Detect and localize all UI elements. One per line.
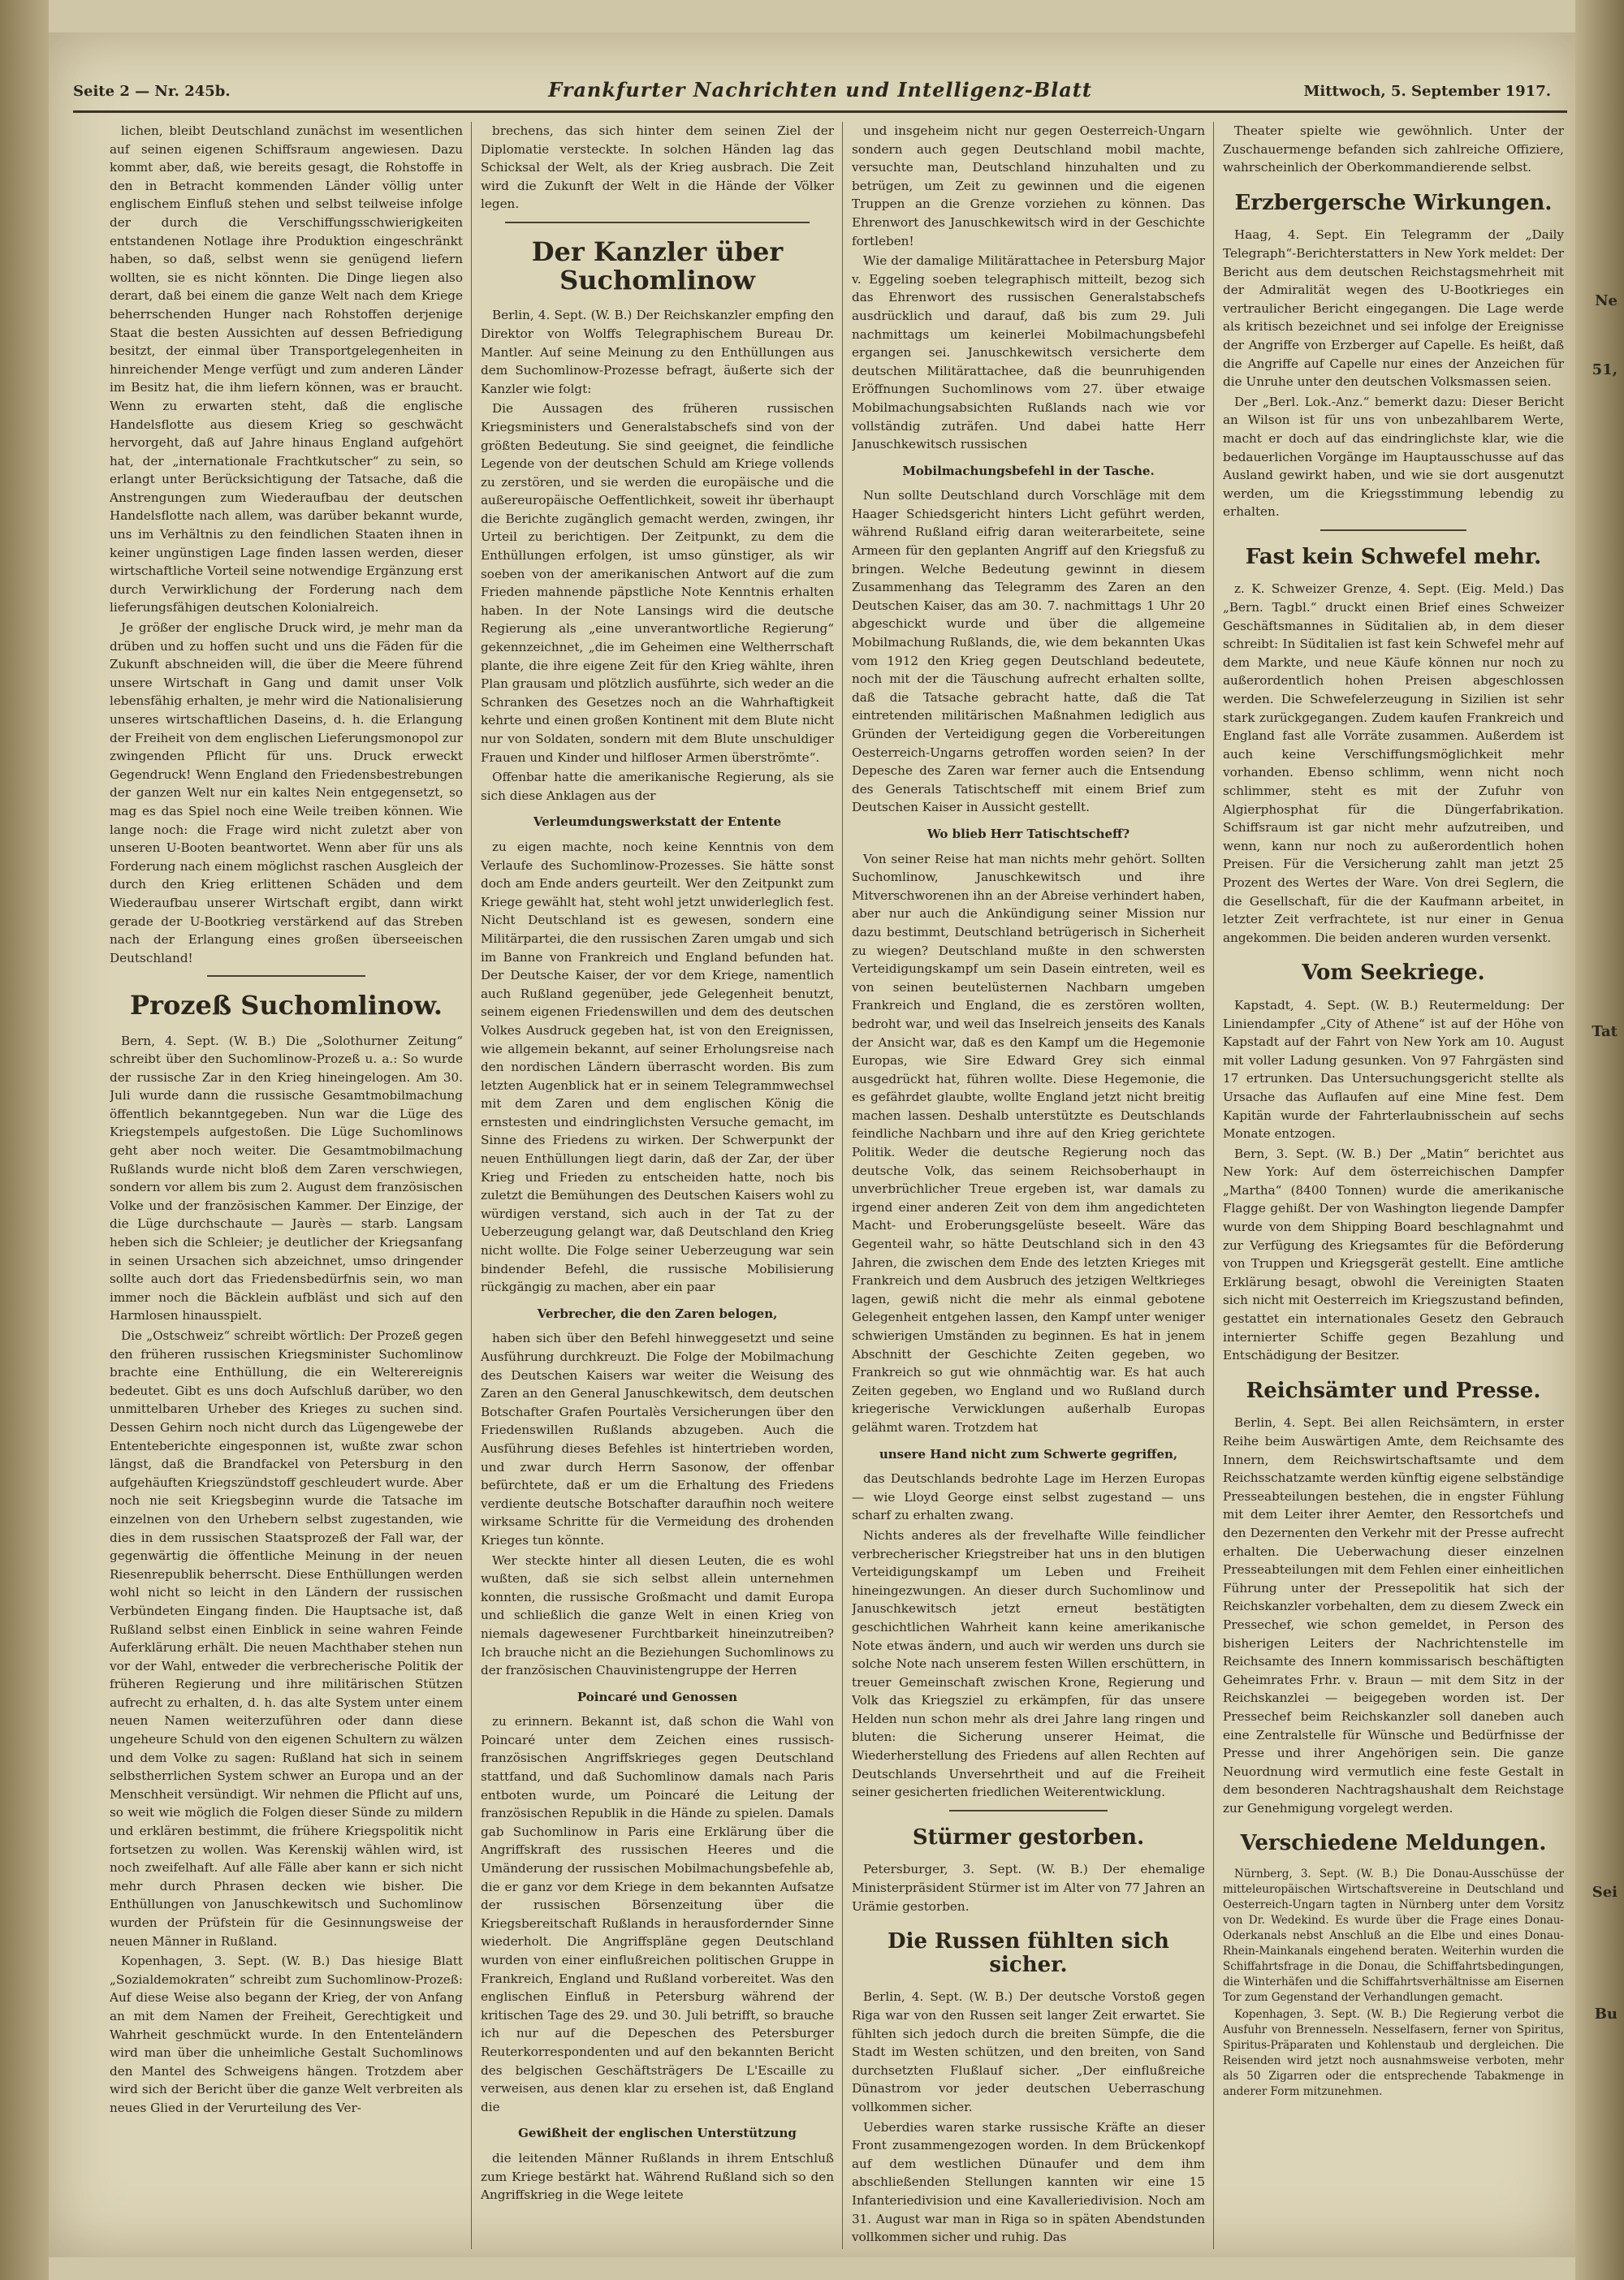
article-paragraph: lichen, bleibt Deutschland zunächst im wesentlichen auf seinen eigenen Schiffsraum angewiesen. Dazu kommt aber, daß, wie bereits gesagt, die Rohstoffe in den in Betracht kommenden Länder völlig unter englischem Einfluß stehen und selbst teilweise infolge der durch die Verschiffungsschwierigkeiten entstandenen Notlage ihre Produktion eingeschränkt haben, so daß, selbst wenn sie genügend liefern wollten, sie es nicht könnten. Die Dinge liegen also derart, daß bei einem die ganze Welt nach dem Kriege beherrschenden Hunger nach Rohstoffen derjenige Staat die besten Aussichten auf dessen Befriedigung besitzt, der einmal über Transportgelegenheiten in hinreichender Menge verfügt und zum anderen Länder im Besitz hat, die ihm liefern können, was er braucht. Wenn zu erwarten steht, daß die englische Handelsflotte aus diesem Krieg so geschwächt hervorgeht, daß auf Jahre hinaus England aufgehört hat, der „internationale Frachtkutscher“ zu sein, so erlangt unter Berücksichtigung der Tatsache, daß die Anstrengungen zum Wiederaufbau der deutschen Handelsflotte nach allem, was darüber bekannt wurde, uns im Verhältnis zu den feindlichen Staaten ihnen in keiner ungünstigen Lage finden lassen werden, dieser wirtschaftliche Vorteil seine notwendige Ergänzung erst durch Verwirklichung der Forderung nach dem lieferungsfähigen deutschen Kolonialreich.	[110, 123, 463, 615]
article-paragraph: Berlin, 4. Sept. Bei allen Reichsämtern, in erster Reihe beim Auswärtigen Amte, dem Reichsamte des Innern, dem Reichswirtschaftsamte und dem Reichsschatzamte werden künftig eigene selbständige Presseabteilungen bestehen, die in engster Fühlung mit dem Leiter ihrer Aemter, den Ressortchefs und den Dezernenten den Verkehr mit der Presse aufrecht erhalten. Die Ueberwachung dieser einzelnen Presseabteilungen mit dem Fehlen einer einheitlichen Führung unter der Pressepolitik hat sich der Reichskanzler vorbehalten, dem zu diesem Zweck ein Pressechef, wie schon gemeldet, in Person des bisherigen Leiters der Nachrichtenstelle im Reichsamte des Innern kommissarisch beschäftigten Geheimrates Frhr. v. Braun — mit dem Sitz in der Reichskanzlei — beigegeben worden ist. Der Pressechef beim Reichskanzler soll daneben auch eine Zentralstelle für Wünsche und Bedürfnisse der Presse und ihrer Angehörigen sein. Die ganze Neuordnung wird vermutlich eine feste Gestalt in dem besonderen Nachtragshaushalt dem Reichstage zur Genehmigung vorgelegt werden.	[1223, 1415, 1564, 1816]
column-rule	[842, 122, 843, 2249]
article-paragraph: Kopenhagen, 3. Sept. (W. B.) Das hiesige Blatt „Sozialdemokraten“ schreibt zum Suchomlinow-Prozeß: Auf diese Weise also begann der Krieg, der von Anfang an mit dem Namen der Freiheit, Gerechtigkeit und Wahrheit geschmückt wurde. In den Ententeländern wird man über die unheimliche Gestalt Suchomlinows den Mantel des Schweigens hängen. Trotzdem aber wird sich der Bericht über die ganze Welt verbreiten als neues Glied in der Verurteilung des Ver-	[110, 1954, 463, 2115]
article-paragraph: Bern, 4. Sept. (W. B.) Die „Solothurner Zeitung“ schreibt über den Suchomlinow-Prozeß u. a.: So wurde der russische Zar in den Krieg hineingelogen. Am 30. Juli wurde dann die russische Gesamtmobilmachung öffentlich bekanntgegeben. Nun war die Lüge des Kriegstempels aufgestoßen. Die Lüge Suchomlinows geht aber noch weiter. Die Gesamtmobilmachung Rußlands wurde nicht bloß dem Zaren verschwiegen, sondern vor allem bis zum 2. August dem französischen Volke und der französischen Kammer. Der Einzige, der die Lüge durchschaute — Jaurès — starb. Langsam heben sich die Schleier; je deutlicher der Kriegsanfang in seinen Ursachen sich abzeichnet, umso dringender sollte auch dort das Friedensbedürfnis sein, wo man immer noch die Bäcklein aufbläst und sich auf den Harmlosen hinausspielt.	[110, 1033, 463, 1324]
subheading: Verbrecher, die den Zaren belogen,	[537, 1306, 778, 1321]
article-paragraph: Berlin, 4. Sept. (W. B.) Der Reichskanzler empfing den Direktor von Wolffs Telegraphischem Bureau Dr. Mantler. Auf seine Meinung zu den Enthüllungen aus dem Suchomlinow-Prozesse befragt, äußerte sich der Kanzler wie folgt:	[481, 308, 834, 396]
article-paragraph: Die „Ostschweiz“ schreibt wörtlich: Der Prozeß gegen den früheren russischen Kriegsminister Suchomlinow brachte eine Enthüllung, die ein Welterereignis bedeutet. Gibt es uns doch Aufschluß darüber, wo den unmittelbaren Urheber des Krieges zu suchen sind. Dessen Gehirn noch nicht durch das Lügengewebe der Ententeberichte eingesponnen ist, wußte zwar schon längst, daß die Brandfackel von Petersburg in den aufgehäuften Kriegszündstoff geschleudert wurde. Aber noch nie seit Kriegsbeginn wurde die Tatsache im einzelnen von den Urhebern selbst zugestanden, wie dies in dem russischen Staatsprozeß der Fall war, der gegenwärtig die öffentliche Meinung in der neuen Riesenrepublik beherrscht. Diese Enthüllungen werden wohl nicht so leicht in den Ländern der russischen Verbündeten Eingang finden. Die Hauptsache ist, daß Rußland selbst einen Einblick in seine wahren Feinde Auferklärung erhält. Die neuen Machthaber stehen nun vor der Wahl, entweder die verbrecherische Politik der früheren Regierung und ihre militärischen Stützen aufrecht zu erhalten, d. h. das alte System unter einem neuen Namen weiterzuführen oder dann diese ungeheure Schuld von den eigenen Schultern zu wälzen und dem Volke zu sagen: Rußland hat sich in seinem selbstherrlichen System schwer an Europa und an der Menschheit versündigt. Wir nehmen die Pflicht auf uns, so weit wie möglich die Folgen dieser Sünde zu mildern und erklären bestimmt, die frühere Kriegspolitik nicht fortsetzen zu wollen. Was Kerenskij wählen wird, ist noch zweifelhaft. Auf alle Fälle aber kann er sich nicht mehr durch Phrasen decken wie bisher. Die Enthüllungen von Januschkewitsch und Suchomlinow wurden der Prüfstein für die Gesinnungsweise der neuen Männer in Rußland.	[110, 1328, 463, 1949]
article-paragraph: Wer steckte hinter all diesen Leuten, die es wohl wußten, daß sie sich selbst allein unternehmen konnten, die russische Großmacht und damit Europa und schließlich die ganze Welt in einen Krieg von niemals dagewesener Furchtbarkeit hineinzutreiben? Ich brauche nicht an die Beziehungen Suchomlinows zu der französischen Chauvinistengruppe der Herren	[481, 1552, 834, 1678]
subheading: Verleumdungswerkstatt der Entente	[533, 814, 782, 830]
article-paragraph: Theater spielte wie gewöhnlich. Unter der Zuschauermenge befanden sich zahlreiche Offiziere, wahrscheinlich der Oberkommandierende selbst.	[1223, 123, 1564, 175]
headline-schwefel: Fast kein Schwefel mehr.	[1245, 544, 1542, 569]
article-paragraph: zu eigen machte, noch keine Kenntnis von dem Verlaufe des Suchomlinow-Prozesses. Sie hätte sonst doch am Ende anders geurteilt. Wer den Zeitpunkt zum Kriege gewählt hat, steht wohl jetzt unwiderleglich fest. Nicht Deutschland ist es gewesen, sondern eine Militärpartei, die den russischen Zaren umgab und sich im Banne von Frankreich und England befunden hat. Der Deutsche Kaiser, der vor dem Kriege, namentlich auch Rußland gegenüber, jede Gelegenheit benutzt, seinem eigenen Friedenswillen und dem des deutschen Volkes Ausdruck gegeben hat, ist von den Ereignissen, wie allgemein bekannt, auf seiner Erholungsreise nach den nordischen Ländern überrascht worden. Bis zum letzten Augenblick hat er in seinem Telegrammwechsel mit dem Zaren und dem englischen König die ernstesten und eindringlichsten Versuche gemacht, im Sinne des Friedens zu wirken. Der Schwerpunkt der neuen Enthüllungen liegt darin, daß der Zar, der über Krieg und Frieden zu entscheiden hatte, noch bis zuletzt die Bemühungen des Deutschen Kaisers wohl zu würdigen verstand, sich auch in der Tat zu der Ueberzeugung gelangt war, daß Deutschland den Krieg nicht wollte. Die Folge seiner Ueberzeugung war sein bindender Befehl, die russische Mobilisierung rückgängig zu machen, aber ein paar	[481, 839, 834, 1295]
column-3	[852, 122, 1205, 2249]
issue-date: Mittwoch, 5. September 1917.	[1303, 83, 1551, 100]
headline-stuermer-gestorben: Stürmer gestorben.	[912, 1824, 1145, 1850]
article-paragraph: das Deutschlands bedrohte Lage im Herzen Europas — wie Lloyd George einst selbst zugestand — uns scharf zu erhalten zwang.	[852, 1471, 1205, 1523]
newspaper-masthead: Frankfurter Nachrichten und Intelligenz-Blatt	[548, 78, 1092, 101]
article-paragraph: die leitenden Männer Rußlands in ihrem Entschluß zum Kriege bestärkt hat. Während Rußland sich so den Angriffskrieg in die Wege leitete	[481, 2150, 834, 2203]
headline-verschiedene-meldungen: Verschiedene Meldungen.	[1240, 1831, 1547, 1856]
divider	[1320, 529, 1466, 531]
page-header	[73, 78, 1567, 113]
column-rule	[471, 122, 472, 2249]
headline-russen-sicher: Die Russen fühlten sich sicher.	[888, 1929, 1169, 1977]
article-paragraph: Berlin, 4. Sept. (W. B.) Der deutsche Vorstoß gegen Riga war von den Russen seit langer Zeit erwartet. Sie fühlten sich jedoch durch die breiten Sümpfe, die die Stadt im Westen schützen, und den breiten, von Sand durchsetzten Flußlauf sicher. „Der einflußreiche Dünastrom vor jeder deutschen Ueberraschung vollkommen sicher.	[852, 1989, 1205, 2114]
article-paragraph: Von seiner Reise hat man nichts mehr gehört. Sollten Suchomlinow, Januschkewitsch und ihre Mitverschworenen ihn an der Abreise verhindert haben, aber nur auch die Ankündigung seiner Mission nur dazu bestimmt, Deutschland betrügerisch in Sicherheit zu wiegen? Deutschland mußte in den schwersten Verteidigungskampf um sein Dasein eintreten, weil es von seinen beutelüsternen Nachbarn umgeben Frankreich und England, die es zerstören wollten, bedroht war, und weil das Inselreich jenseits des Kanals der Ansicht war, daß es den Kampf um die Hegemonie Europas, wie Sire Edward Grey sich einmal ausgedrückt hat, führen wollte. Diese Hegemonie, die es gefährdet glaubte, wollte England jetzt nicht breitig machen lassen. Deshalb unterstützte es Deutschlands feindliche Nachbarn und ihre auf den Krieg gerichtete Politik. Weder die deutsche Regierung noch das deutsche Volk, das seinem Reichsoberhaupt in unverbrüchlicher Treue ergeben ist, war damals zu irgend einer anderen Zeit von dem ihm angedichteten Macht- und Eroberungsgelüste beseelt. Wäre das Gegenteil wahr, so hätte Deutschland sich in den 43 Jahren, die zwischen dem Ende des letzten Krieges mit Frankreich und dem Ausbruch des jetzigen Weltkrieges lagen, gewiß nicht die mehr als einmal gebotene Gelegenheit entgehen lassen, den Kampf unter weniger schwierigen Umständen zu beginnen. Es hat in jenem Abschnitt der Geschichte Zeiten gegeben, wo Frankreich so gut wie ohnmächtig war. Es hat auch Zeiten gegeben, wo England und wo Rußland durch kriegerische Verwicklungen außerhalb Europas gelähmt waren. Trotzdem hat	[852, 851, 1205, 1435]
article-paragraph: z. K. Schweizer Grenze, 4. Sept. (Eig. Meld.) Das „Bern. Tagbl.“ druckt einen Brief eines Schweizer Geschäftsmannes in Süditalien ab, in dem dieser schreibt: In Süditalien ist fast kein Schwefel mehr auf dem Markte, und neue Käufe können nur noch zu außerordentlich hohen Preisen abgeschlossen werden. Die Schwefelerzeugung in Sizilien ist sehr stark zurückgegangen. Zudem kaufen Frankreich und England fast alle Vorräte zusammen. Außerdem ist auch keine Verschiffungsmöglichkeit mehr vorhanden. Ebenso schlimm, wenn nicht noch schlimmer, steht es mit der Zufuhr von Algierphosphat für die Düngerfabrikation. Schiffsraum ist gar nicht mehr aufzutreiben, und wenn, kann nur noch zu außerordentlich hohen Preisen. Für die Versicherung zahlt man jetzt 25 Prozent des Wertes der Ware. Von drei Seglern, die die Gesellschaft, für die der Kaufmann arbeitet, in letzter Zeit verfrachtete, ist nur einer in Genua angekommen. Die beiden anderen wurden versenkt.	[1223, 581, 1564, 945]
headline-kanzler-suchomlinow: Der Kanzler über Suchomlinow	[531, 235, 784, 296]
left-binding-edge	[0, 0, 49, 2280]
subheading: Gewißheit der englischen Unterstützung	[518, 2126, 797, 2141]
headline-reichsaemter-presse: Reichsämter und Presse.	[1246, 1378, 1541, 1403]
headline-seekriege: Vom Seekriege.	[1302, 961, 1485, 986]
edge-fragment: Tat	[1592, 1023, 1618, 1040]
headline-prozess-suchomlinow: Prozeß Suchomlinow.	[130, 990, 443, 1021]
right-page-edge	[1575, 0, 1624, 2280]
article-paragraph: und insgeheim nicht nur gegen Oesterreich-Ungarn sondern auch gegen Deutschland mobil machte, versuchte man, Deutschland hinzuhalten und zu betrügen, um Zeit zu gewinnen und die eigenen Truppen an die Grenze vorziehen zu können. Das Ehrenwort des Januschkewitsch wird in der Geschichte fortleben!	[852, 123, 1205, 248]
subheading: Mobilmachungsbefehl in der Tasche.	[902, 463, 1155, 478]
headline-erzbergersche-wirkungen: Erzbergersche Wirkungen.	[1234, 190, 1553, 215]
article-paragraph: Petersburger, 3. Sept. (W. B.) Der ehemalige Ministerpräsident Stürmer ist im Alter von 77 Jahren an Urämie gestorben.	[852, 1862, 1205, 1914]
column-1	[110, 122, 463, 2249]
edge-fragment: Ne	[1595, 292, 1618, 309]
article-paragraph: Offenbar hatte die amerikanische Regierung, als sie sich diese Anklagen aus der	[481, 770, 834, 803]
article-paragraph: Kapstadt, 4. Sept. (W. B.) Reutermeldung: Der Liniendampfer „City of Athene“ ist auf der Höhe von Kapstadt auf der Fahrt von New York am 10. August mit voller Ladung gesunken. Von 97 Fahrgästen sind 17 ertrunken. Das Untersuchungsgericht stellte als Ursache das Auflaufen auf eine Mine fest. Dem Kapitän wurde der Fahrterlaubnisschein auf sechs Monate entzogen.	[1223, 997, 1564, 1142]
article-paragraph: brechens, das sich hinter dem seinen Ziel der Diplomatie versteckte. In solchen Händen lag das Schicksal der Welt, als der Krieg ausbrach. Die Zeit wird die Zukunft der Welt in die Hände der Völker legen.	[481, 123, 834, 212]
subheading: Poincaré und Genossen	[577, 1689, 738, 1704]
article-paragraph: Der „Berl. Lok.-Anz.“ bemerkt dazu: Dieser Bericht an Wilson ist für uns von unbezahlbarem Werte, macht er doch auf das eindringlichste klar, wie die bedauerlichen Vorgänge im Hauptausschusse auf das Ausland gewirkt haben, und wie sie dort ausgenutzt werden, um die Kriegsstimmung lebendig zu erhalten.	[1223, 394, 1564, 520]
article-paragraph: Kopenhagen, 3. Sept. (W. B.) Die Regierung verbot die Ausfuhr von Brennesseln. Nesselfasern, ferner von Spiritus, Spiritus-Präparaten und Kohlenstaub und dergleichen. Die Reisenden wird jetzt noch ausnahmsweise verboten, mehr als 50 Zigarren oder die entsprechende Tabakmenge in anderer Form mitzunehmen.	[1223, 2008, 1564, 2099]
article-paragraph: Die Aussagen des früheren russischen Kriegsministers und Generalstabschefs sind von der größten Bedeutung. Sie sind geeignet, die feindliche Legende von der deutschen Schuld am Kriege vollends zu zerstören, und sie werden die europäische und die außereuropäische Oeffentlichkeit, soweit ihr überhaupt die Berichte zugänglich gemacht werden, zwingen, ihr Urteil zu berichtigen. Der Zeitpunkt, zu dem die Enthüllungen erfolgen, ist umso günstiger, als wir soeben von der amerikanischen Antwort auf die zum Frieden mahnende päpstliche Note Kenntnis erhalten haben. In der Note Lansings wird die deutsche Regierung als „eine unverantwortliche Regierung“ gekennzeichnet, „die im Geheimen eine Weltherrschaft plante, die ihre eigene Zeit für den Krieg wählte, ihren Plan grausam und plötzlich ausführte, sich weder an die Schranken des Gesetzes noch an die Wahrhaftigkeit kehrte und einen großen Kontinent mit dem Blute nicht nur von Soldaten, sondern mit dem Blute unschuldiger Frauen und Kinder und hilfloser Armen überströmte“.	[481, 401, 834, 765]
divider	[949, 1810, 1108, 1811]
edge-fragment: Bu	[1594, 2006, 1618, 2023]
page-number: Seite 2 — Nr. 245b.	[73, 83, 231, 100]
article-paragraph: Bern, 3. Sept. (W. B.) Der „Matin“ berichtet aus New York: Auf dem österreichischen Dampfer „Martha“ (8400 Tonnen) wurde die amerikanische Flagge gehißt. Der von Washington liegende Dampfer wurde von dem Shipping Board beschlagnahmt und zur Verfügung des Kriegsamtes für die Beförderung von Truppen und Kriegsgerät gestellt. Eine amtliche Erklärung besagt, obwohl die Vereinigten Staaten sich nicht mit Oesterreich im Kriegszustand befinden, gestattet ein internationales Gesetz den Gebrauch internierter Schiffe gegen Bezahlung und Entschädigung der Besitzer.	[1223, 1146, 1564, 1363]
edge-fragment: 51,	[1592, 361, 1618, 378]
article-paragraph: Nichts anderes als der frevelhafte Wille feindlicher verbrecherischer Kriegstreiber hat uns in den blutigen Verteidigungskampf um Leben und Freiheit hineingezwungen. An dieser durch Suchomlinow und Januschkewitsch jetzt erneut bestätigten geschichtlichen Wahrheit kann keine amerikanische Note etwas ändern, und auch wir werden uns durch sie solche Note nach unserem festen Willen erschüttern, in treuer Gemeinschaft zwischen Krone, Regierung und Volk das Kriegsziel zu erkämpfen, für das unsere Helden nun schon mehr als drei Jahre lang ringen und bluten: die Sicherung unserer Heimat, die Wiederherstellung des Friedens auf allen Rechten auf Deutschlands Unversehrtheit und auf die Freiheit seiner gesicherten friedlichen Weiterentwicklung.	[852, 1527, 1205, 1800]
article-paragraph: Je größer der englische Druck wird, je mehr man da drüben und zu hoffen sucht und uns die Fäden für die Zukunft abschneiden will, die über die Meere führend unsere Wirtschaft in Gang und damit unser Volk lebensfähig erhalten, je mehr wird die Nationalisierung unseres wirtschaftlichen Daseins, d. h. die Erlangung der Freiheit von dem englischen Lieferungsmonopol zur zwingenden Pflicht für uns. Druck erweckt Gegendruck! Wenn England den Friedensbestrebungen der ganzen Welt nur ein kaltes Nein entgegensetzt, so mag es das Spiel noch eine Weile treiben können. Wie lange noch: die Frage wird nicht zuletzt aber von unseren U-Booten beantwortet. Wenn aber für uns als Forderung nach einem möglichst raschen Ausgleich der durch den Krieg erlittenen Schäden und dem Wiederaufbau unserer Wirtschaft ergibt, dann wirkt gerade der U-Bootkrieg verstärkend auf das Streben nach der Erlangung eines großen überseeischen Deutschland!	[110, 620, 463, 965]
article-paragraph: Haag, 4. Sept. Ein Telegramm der „Daily Telegraph“-Berichterstatters in New York meldet: Der Bericht aus dem deutschen Reichstagsmehrheit mit der Admiralität wegen des U-Bootkrieges ein vertraulicher Bericht eingegangen. Die Lage werde als kritisch bezeichnet und sei infolge der Ereignisse der Angriffe von Erzberger auf Capelle. Es heißt, daß die Angriffe auf Capelle nur eines der Anzeichen für die Unruhe unter den deutschen Volksmassen seien.	[1223, 227, 1564, 390]
article-paragraph: haben sich über den Befehl hinweggesetzt und seine Ausführung durchkreuzt. Die Folge der Mobilmachung des Deutschen Kaisers war weiter die Weisung des Zaren an den General Januschkewitsch, dem deutschen Botschafter Grafen Pourtalès Versicherungen über den Friedenswillen Rußlands abzugeben. Auch die Ausführung dieses Befehles ist hintertrieben worden, und zwar durch Herrn Sasonow, der offenbar befürchtete, daß er um die Erhaltung des Friedens verdiente deutsche Botschafter daraufhin noch weitere wirksame Schritte für die Vermeidung des drohenden Krieges tun könnte.	[481, 1331, 834, 1548]
article-paragraph: Wie der damalige Militärattachee in Petersburg Major v. Eggeling soeben telegraphisch mitteilt, bezog sich das Ehrenwort des russischen Generalstabschefs ausdrücklich und darauf, daß bis zum 29. Juli nachmittags um keinerlei Mobilmachungsbefehl ergangen sei. Januschkewitsch versicherte dem deutschen Militärattachee, daß die beunruhigenden Eröffnungen Suchomlinows vom 27. über etwaige Mobilmachungsabsichten Rußlands nach wie vor vollständig zuträfen. Und dabei hatte Herr Januschkewitsch russischen	[852, 253, 1205, 452]
article-paragraph: Nürnberg, 3. Sept. (W. B.) Die Donau-Ausschüsse der mitteleuropäischen Wirtschaftsvereine in Deutschland und Oesterreich-Ungarn tagten in Nürnberg unter dem Vorsitz von Dr. Wedekind. Es wurde über die Frage eines Donau-Oderkanals nebst Anschluß an die Elbe und eines Donau-Rhein-Mainkanals eingehend beraten. Weiterhin wurden die Schiffahrtsfrage in die Donau, die Schiffahrtsbedingungen, die Winterhäfen und die Schiffahrtsverhältnisse am Eisernen Tor zum Gegenstand der Verhandlungen gemacht.	[1223, 1868, 1564, 2005]
edge-fragment: Sei	[1592, 1884, 1618, 1901]
divider	[505, 222, 810, 223]
subheading: Wo blieb Herr Tatischtscheff?	[926, 826, 1130, 841]
article-paragraph: Nun sollte Deutschland durch Vorschläge mit dem Haager Schiedsgericht hinters Licht geführt werden, während Rußland eifrig daran weiterarbeitete, seine Armeen für den geplanten Angriff auf den Kriegsfuß zu bringen. Welche Bedeutung gewinnt in diesem Zusammenhang das Telegramm des Zaren an den Deutschen Kaiser, das am 30. 7. nachmittags 1 Uhr 20 abgeschickt wurde und über die allgemeine Mobilmachung Rußlands, die, wie dem bekannten Ukas vom 1912 den Krieg gegen Deutschland bedeutete, noch mit der die Täuschung aufrecht erhalten sollte, daß die Tatsache gebracht hatte, daß die Tat eintretenden militärischen Maßnahmen lediglich aus Gründen der Verteidigung gegen die Vorbereitungen Oesterreich-Ungarns getroffen worden seien? In der Depesche des Zaren war ferner auch die Entsendung des Generals Tatischtscheff mit einem Brief zum Deutschen Kaiser in Aussicht gestellt.	[852, 488, 1205, 815]
article-paragraph: Ueberdies waren starke russische Kräfte an dieser Front zusammengezogen worden. In dem Brückenkopf auf dem westlichen Dünaufer und dem ihm abschließenden Stellungen kannten wir eine 15 Infanteriedivision und eine Kavalleriedivision. Noch am 31. August war man in Riga so in späten Abendstunden vollkommen sicher und ruhig. Das	[852, 2119, 1205, 2245]
column-4	[1223, 122, 1564, 2249]
column-rule	[1213, 122, 1214, 2249]
subheading: unsere Hand nicht zum Schwerte gegriffen,	[879, 1446, 1178, 1462]
article-paragraph: zu erinnern. Bekannt ist, daß schon die Wahl von Poincaré unter dem Zeichen eines russisch-französischen Angriffskrieges gegen Deutschland stattfand, und daß Suchomlinow damals nach Paris entboten wurde, um Poincaré die Leitung der französischen Republik in die Hände zu spielen. Damals gab Suchomlinow in Paris eine Erklärung über die Angriffskraft des russischen Heeres und die Umänderung der russischen Mobilmachungsbefehle ab, die er ganz vor dem Kriege in dem bekannten Aufsatze der russischen Börsenzeitung über die Kriegsbereitschaft Rußlands in herausfordernder Sinne wiederholt. Die Angriffspläne gegen Deutschland wurden von einer einflußreichen politischen Gruppe in Frankreich, England und Rußland vorbereitet. Was den englischen Einfluß in Petersburg während der kritischen Tage des 29. und 30. Juli betrifft, so brauche ich nur auf die Depeschen des Petersburger Reuterkorrespondenten und auf den bekannten Bericht des belgischen Geschäftsträgers De L'Escaille zu verweisen, aus denen klar zu ersehen ist, daß England die	[481, 1714, 834, 2114]
column-2	[481, 122, 834, 2249]
divider	[207, 975, 365, 977]
